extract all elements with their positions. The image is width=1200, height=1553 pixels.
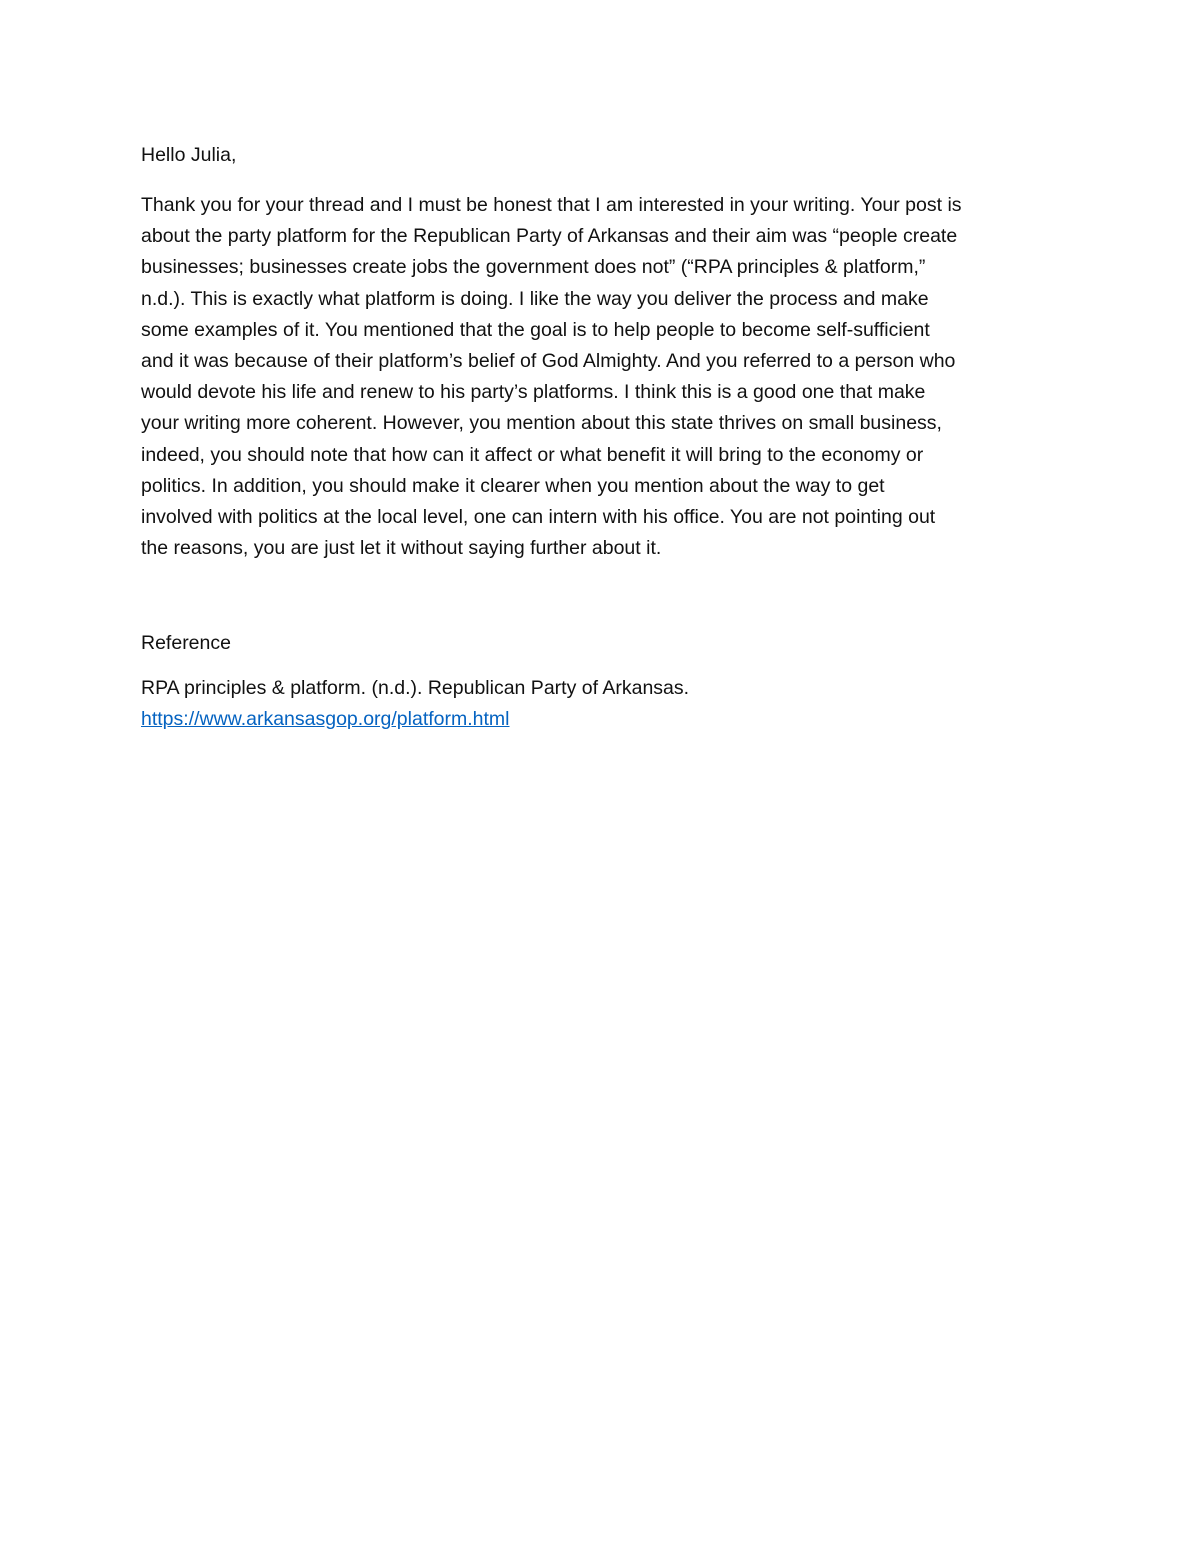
- body-line: n.d.). This is exactly what platform is doing. I like the way you deliver the process and make: [141, 287, 929, 310]
- body-line: your writing more coherent. However, you mention about this state thrives on small business,: [141, 412, 942, 435]
- body-line: would devote his life and renew to his party’s platforms. I think this is a good one that make: [141, 381, 926, 404]
- body-line: and it was because of their platform’s belief of God Almighty. And you referred to a person who: [141, 349, 956, 372]
- greeting: Hello Julia,: [141, 144, 237, 166]
- body-line: involved with politics at the local level, one can intern with his office. You are not pointing out: [141, 505, 936, 528]
- reference-link[interactable]: https://www.arkansasgop.org/platform.html: [141, 708, 510, 731]
- reference-link-line: [141, 704, 1061, 735]
- body-line: some examples of it. You mentioned that the goal is to help people to become self-sufficient: [141, 318, 930, 341]
- document-content: [141, 140, 1061, 736]
- body-line: politics. In addition, you should make it clearer when you mention about the way to get: [141, 474, 885, 497]
- body-line: indeed, you should note that how can it affect or what benefit it will bring to the economy or: [141, 443, 924, 466]
- reference-heading: Reference: [141, 632, 231, 655]
- body-line: about the party platform for the Republican Party of Arkansas and their aim was “people create: [141, 225, 958, 248]
- reference-citation: RPA principles & platform. (n.d.). Republican Party of Arkansas.: [141, 677, 690, 700]
- body-line: Thank you for your thread and I must be honest that I am interested in your writing. Your post is: [141, 194, 962, 216]
- reference-entry: [141, 673, 1061, 735]
- body-paragraph: [141, 190, 1061, 564]
- body-line: the reasons, you are just let it without saying further about it.: [141, 537, 662, 560]
- body-line: businesses; businesses create jobs the government does not” (“RPA principles & platform,”: [141, 256, 926, 279]
